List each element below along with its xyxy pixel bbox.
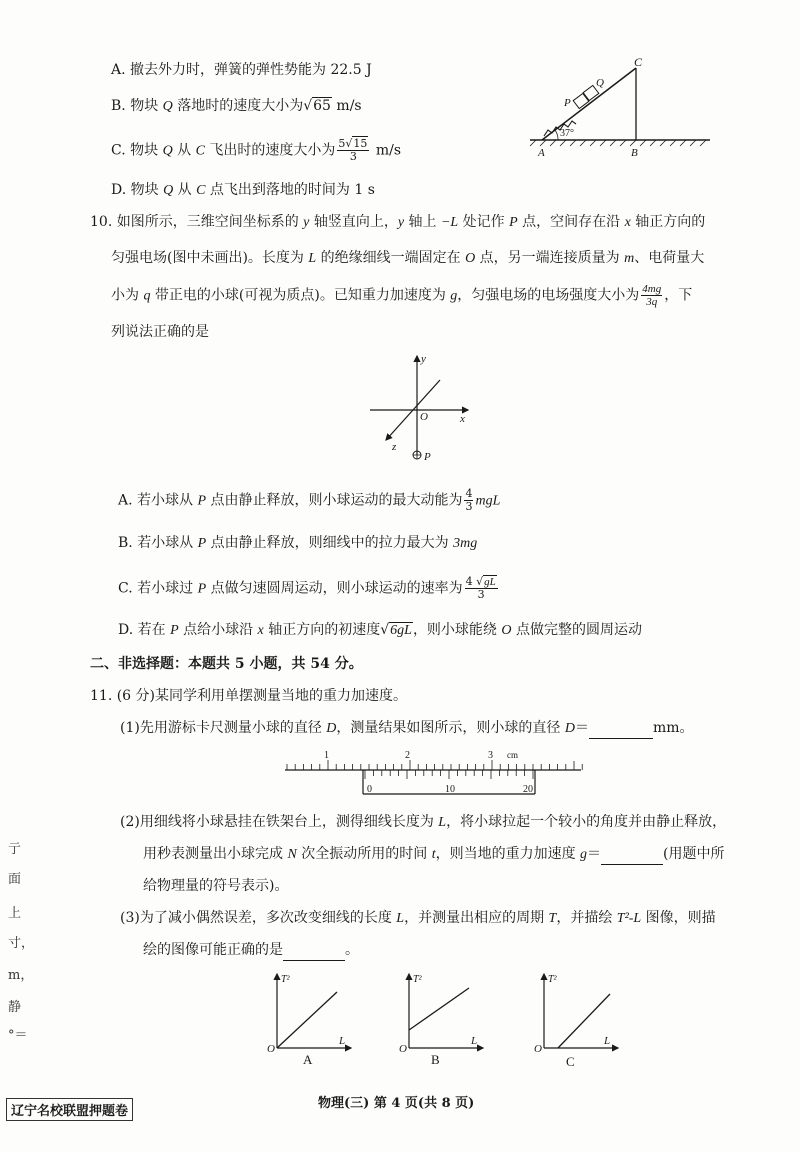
label-angle: 37° xyxy=(560,128,574,139)
side-char: 亍 xyxy=(8,842,22,857)
answer-blank[interactable] xyxy=(589,718,653,739)
graph-b xyxy=(397,970,487,1070)
label-z: z xyxy=(392,441,397,453)
label-y: y xyxy=(421,353,426,365)
main-label-3: 3 xyxy=(488,750,493,761)
page-footer: 物理(三) 第 4 页(共 8 页) xyxy=(318,1096,475,1111)
side-char: 静 xyxy=(8,1000,22,1015)
q9-option-b: B. 物块 Q 落地时的速度大小为√65 m/s xyxy=(111,98,362,114)
graph-c-label: C xyxy=(566,1054,575,1069)
label-p: P xyxy=(424,451,431,463)
side-char: 寸， xyxy=(8,936,35,951)
vernier-label-10: 10 xyxy=(445,784,455,795)
q11-part3-line2: 绘的图像可能正确的是 。 xyxy=(143,940,359,961)
graph-a-yaxis: T² xyxy=(281,974,290,985)
q11-heading: 11. (6 分)某同学利用单摆测量当地的重力加速度。 xyxy=(90,688,407,704)
exam-stamp: 辽宁名校联盟押题卷 xyxy=(6,1098,133,1121)
q10-option-a: A. 若小球从 P 点由静止释放，则小球运动的最大动能为 $\frac{4}{3}$ mgL xyxy=(118,487,501,513)
q9-option-a: A. 撤去外力时，弹簧的弹性势能为 22.5 J xyxy=(111,62,372,78)
graph-a-origin: O xyxy=(267,1043,275,1055)
q10-option-d: D. 若在 P 点给小球沿 x 轴正方向的初速度√6gL，则小球能绕 O 点做完整的圆周运动 xyxy=(118,622,642,638)
label-p: P xyxy=(564,97,571,109)
q10-line2: 匀强电场(图中未画出)。长度为 L 的绝缘细线一端固定在 O 点，另一端连接质量为 m、电荷量大 xyxy=(111,250,705,266)
graph-a xyxy=(265,970,355,1070)
graph-a-label: A xyxy=(303,1052,313,1067)
main-label-cm: cm xyxy=(507,750,518,760)
axes-figure xyxy=(360,350,480,470)
graph-c xyxy=(532,970,622,1070)
main-label-1: 1 xyxy=(324,750,329,761)
q11-part2-line3: 给物理量的符号表示)。 xyxy=(143,878,289,894)
q11-part3-line1: (3)为了减小偶然误差，多次改变细线的长度 L，并测量出相应的周期 T，并描绘 T²-L 图像，则描 xyxy=(120,910,716,926)
graph-b-yaxis: T² xyxy=(413,974,422,985)
incline-figure xyxy=(530,55,720,168)
q10-option-b: B. 若小球从 P 点由静止释放，则细线中的拉力最大为 3mg xyxy=(118,535,478,551)
side-char: m， xyxy=(8,968,34,983)
q11-part2-line2: 用秒表测量出小球完成 N 次全振动所用的时间 t，则当地的重力加速度 g＝ (用题中所 xyxy=(143,844,725,865)
label-a: A xyxy=(538,147,545,159)
label-b: B xyxy=(631,147,638,159)
vernier-label-20: 20 xyxy=(523,784,533,795)
q10-line1: 10. 如图所示，三维空间坐标系的 y 轴竖直向上，y 轴上 −L 处记作 P 点，空间存在沿 x 轴正方向的 xyxy=(90,214,706,230)
answer-blank[interactable] xyxy=(283,940,345,961)
graph-b-label: B xyxy=(431,1052,440,1067)
q11-part2-line1: (2)用细线将小球悬挂在铁架台上，测得细线长度为 L，将小球拉起一个较小的角度并由静止释放， xyxy=(120,814,727,830)
q10-line3: 小为 q 带正电的小球(可视为质点)。已知重力加速度为 g，匀强电场的电场强度大小为 $\frac{4mg}{3q}$ ，下 xyxy=(111,283,693,308)
vernier-caliper xyxy=(285,748,585,798)
q10-line4: 列说法正确的是 xyxy=(111,324,209,340)
graph-a-xaxis: L xyxy=(339,1035,346,1047)
q11-part1: (1)先用游标卡尺测量小球的直径 D，测量结果如图所示，则小球的直径 D＝ mm。 xyxy=(120,718,694,739)
q9-option-c: C. 物块 Q 从 C 飞出时的速度大小为 $\frac{5√15}{3}$ m/s xyxy=(111,137,402,163)
section-heading: 二、非选择题：本题共 5 小题，共 54 分。 xyxy=(90,656,363,672)
side-char: 上 xyxy=(8,906,22,921)
graph-b-xaxis: L xyxy=(471,1035,478,1047)
graph-c-origin: O xyxy=(534,1043,542,1055)
label-q: Q xyxy=(596,77,604,89)
label-c: C xyxy=(634,55,643,69)
side-char: °＝ xyxy=(8,1028,28,1043)
label-x: x xyxy=(460,413,465,425)
main-label-2: 2 xyxy=(405,750,410,761)
graph-b-origin: O xyxy=(399,1043,407,1055)
vernier-label-0: 0 xyxy=(367,784,372,795)
q9-option-d: D. 物块 Q 从 C 点飞出到落地的时间为 1 s xyxy=(111,182,375,198)
label-o: O xyxy=(420,411,428,423)
graph-c-yaxis: T² xyxy=(548,974,557,985)
graph-c-xaxis: L xyxy=(604,1035,611,1047)
answer-blank[interactable] xyxy=(601,844,663,865)
side-char: 面 xyxy=(8,872,22,887)
q10-option-c: C. 若小球过 P 点做匀速圆周运动，则小球运动的速率为 $\frac{4 √gL}{3}$ xyxy=(118,575,496,601)
